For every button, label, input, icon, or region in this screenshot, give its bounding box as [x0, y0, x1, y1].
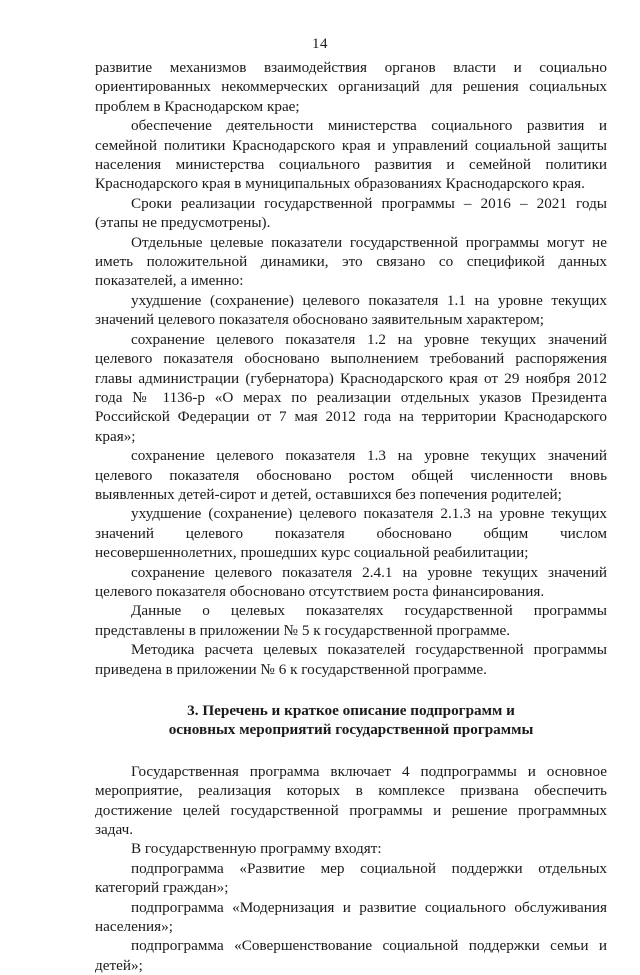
bottom-paragraphs: [95, 762, 607, 975]
paragraph: подпрограмма «Совершенствование социальной поддержки семьи и детей»;: [95, 937, 607, 974]
paragraph: Государственная программа включает 4 подпрограммы и основное мероприятие, реализация которых в комплексе призвана обеспечить достижение целей государственной программы и решение программных задач.: [95, 762, 607, 839]
paragraph: сохранение целевого показателя 2.4.1 на уровне текущих значений целевого показателя обосновано отсутствием роста финансирования.: [95, 563, 607, 600]
paragraph: ухудшение (сохранение) целевого показателя 1.1 на уровне текущих значений целевого показателя обосновано заявительным характером;: [95, 291, 607, 329]
paragraph: Отдельные целевые показатели государственной программы могут не иметь положительной динамики, это связано со спецификой данных показателей, а именно:: [95, 233, 607, 290]
section-title-line: 3. Перечень и краткое описание подпрограмм и: [187, 702, 515, 719]
paragraph: сохранение целевого показателя 1.3 на уровне текущих значений целевого показателя обосновано ростом общей численности вновь выявленных детей-сирот и детей, оставшихся без попечения родителей;: [95, 447, 607, 503]
paragraph: сохранение целевого показателя 1.2 на уровне текущих значений целевого показателя обосновано выполнением требований распоряжения главы администрации (губернатора) Краснодарского края от 29 ноября 2012 года № 1136-р «О мерах по реализации отдельных указов Президента Российской Федерации от 7 мая 2012 года на территории Краснодарского края»;: [95, 330, 607, 445]
paragraph: ухудшение (сохранение) целевого показателя 2.1.3 на уровне текущих значений целевого показателя обосновано общим числом несовершеннолетних, прошедших курс социальной реабилитации;: [95, 505, 607, 562]
paragraph: Сроки реализации государственной программы – 2016 – 2021 годы (этапы не предусмотрены).: [95, 194, 607, 232]
page-number: 14: [312, 36, 328, 52]
paragraph: Методика расчета целевых показателей государственной программы приведена в приложении № 6 к государственной программе.: [95, 641, 607, 678]
document-body: [95, 58, 607, 975]
paragraph: подпрограмма «Развитие мер социальной поддержки отдельных категорий граждан»;: [95, 859, 607, 897]
paragraph: подпрограмма «Модернизация и развитие социального обслуживания населения»;: [95, 898, 607, 936]
paragraph: обеспечение деятельности министерства социального развития и семейной политики Краснодарского края и управлений социальной защиты населения министерства социального развития и семейной политики Краснодарского края в муниципальных образованиях Краснодарского края.: [95, 117, 607, 193]
top-paragraphs: [95, 58, 607, 679]
paragraph: развитие механизмов взаимодействия органов власти и социально ориентированных некоммерческих организаций для решения социальных проблем в Краснодарском крае;: [95, 59, 607, 115]
section-title: [95, 701, 607, 740]
paragraph: В государственную программу входят:: [131, 840, 382, 858]
section-title-line: основных мероприятий государственной программы: [168, 721, 534, 739]
paragraph: Данные о целевых показателях государственной программы представлены в приложении № 5 к государственной программе.: [95, 602, 607, 639]
